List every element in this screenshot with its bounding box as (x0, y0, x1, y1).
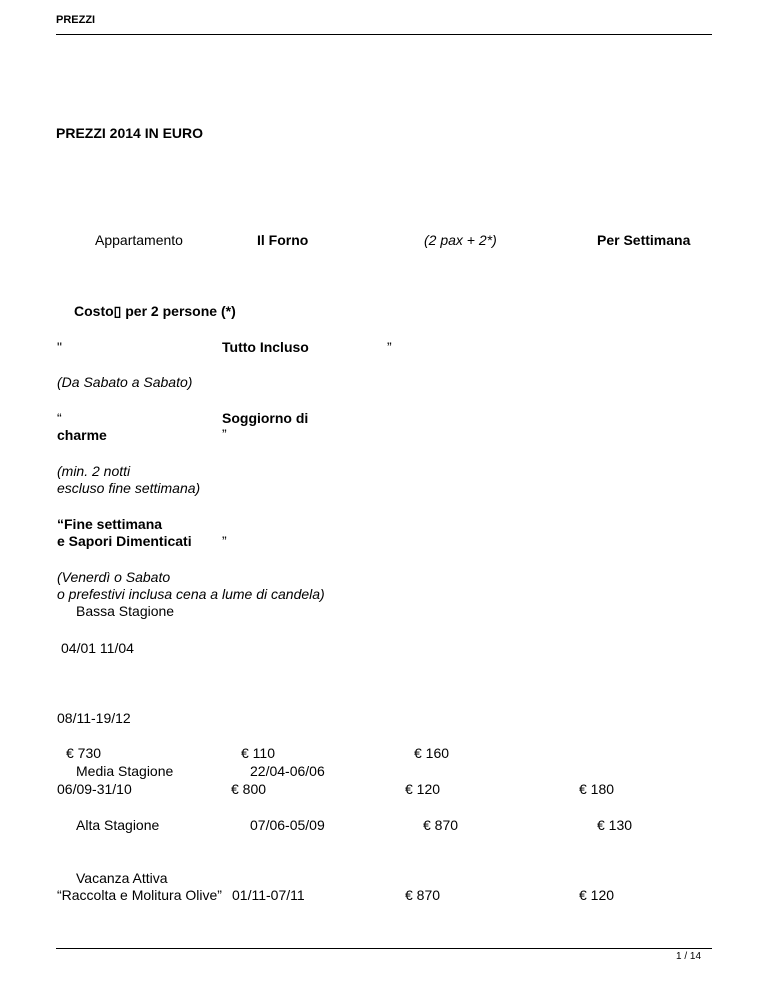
alta-stagione-label: Alta Stagione (76, 817, 160, 833)
page-number: 1 / 14 (676, 951, 702, 962)
costo-label: Costo▯ per 2 persone (*) (74, 303, 236, 319)
venerdi-line1: (Venerdì o Sabato (57, 569, 171, 585)
vacanza-price2: € 120 (579, 887, 615, 903)
alta-price1: € 870 (423, 817, 459, 833)
bassa-stagione-label: Bassa Stagione (76, 603, 175, 619)
sabato-note: (Da Sabato a Sabato) (57, 374, 193, 390)
soggiorno-close-quote: ” (222, 426, 227, 442)
media-price3: € 180 (579, 781, 615, 797)
media-price1: € 800 (231, 781, 267, 797)
alta-dates: 07/06-05/09 (250, 817, 325, 833)
alta-price2: € 130 (597, 817, 633, 833)
bassa-price3: € 160 (414, 745, 450, 761)
fine-settimana-line1: “Fine settimana (57, 516, 163, 532)
running-header: PREZZI (56, 14, 96, 26)
fine-settimana-line2: e Sapori Dimenticati (57, 533, 192, 549)
min-notti-line1: (min. 2 notti (57, 463, 131, 479)
col-il-forno: Il Forno (257, 232, 309, 248)
bassa-dates2: 08/11-19/12 (57, 710, 131, 726)
col-appartamento: Appartamento (95, 232, 183, 248)
media-stagione-label: Media Stagione (76, 763, 174, 779)
bassa-dates1: 04/01 11/04 (61, 640, 134, 656)
col-per-settimana: Per Settimana (597, 232, 691, 248)
vacanza-attiva-label: Vacanza Attiva (76, 870, 168, 886)
header-rule (56, 34, 712, 35)
col-pax: (2 pax + 2*) (424, 232, 497, 248)
charme-label: charme (57, 427, 107, 443)
tutto-open-quote: " (57, 339, 62, 355)
min-notti-line2: escluso fine settimana) (57, 480, 201, 496)
vacanza-sub-label: “Raccolta e Molitura Olive” (57, 887, 222, 903)
media-price2: € 120 (405, 781, 441, 797)
venerdi-line2: o prefestivi inclusa cena a lume di candela) (57, 586, 325, 602)
fine-settimana-close-quote: ” (222, 533, 227, 549)
media-dates1: 22/04-06/06 (250, 763, 325, 779)
soggiorno-label: Soggiorno di (222, 410, 309, 426)
document-title: PREZZI 2014 IN EURO (56, 125, 204, 141)
tutto-close-quote: ” (387, 339, 392, 355)
soggiorno-open-quote: “ (57, 410, 62, 426)
bassa-price1: € 730 (66, 745, 102, 761)
bassa-price2: € 110 (241, 745, 275, 761)
footer-rule (56, 948, 712, 949)
media-dates2: 06/09-31/10 (57, 781, 132, 797)
vacanza-dates: 01/11-07/11 (232, 887, 305, 903)
vacanza-price1: € 870 (405, 887, 441, 903)
tutto-incluso-label: Tutto Incluso (222, 339, 309, 355)
